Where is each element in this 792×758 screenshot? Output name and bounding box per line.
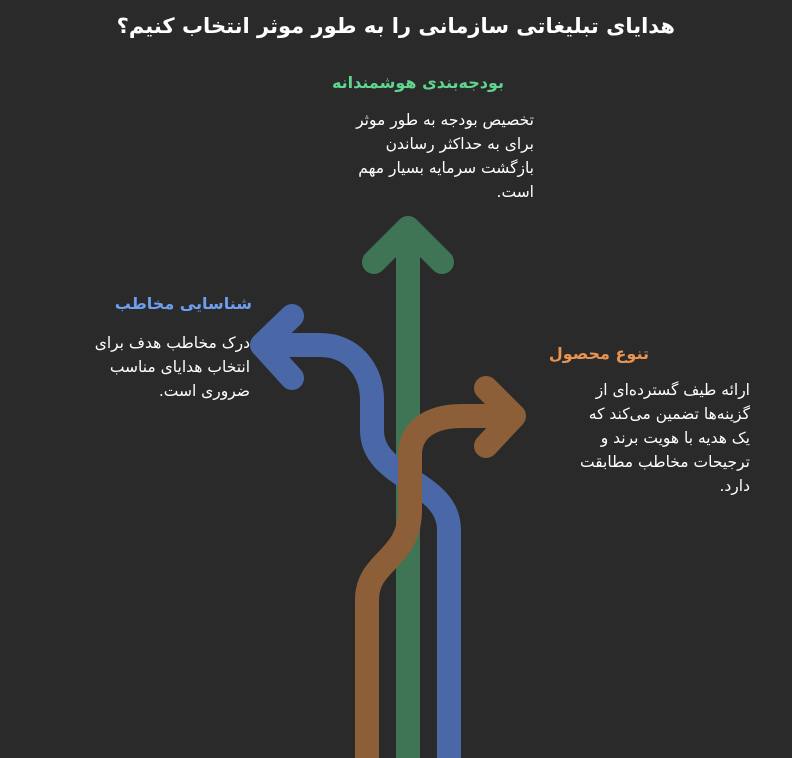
audience-description: [95, 331, 250, 403]
budget-description-line: بازگشت سرمایه بسیار مهم: [358, 159, 534, 177]
variety-description-line: دارد.: [719, 477, 750, 495]
budget-description-line: تخصیص بودجه به طور موثر: [356, 111, 534, 129]
audience-label: شناسایی مخاطب: [114, 294, 252, 313]
variety-label: تنوع محصول: [548, 344, 649, 363]
audience-description-line: انتخاب هدایای مناسب: [109, 358, 250, 376]
variety-description-line: ارائه طیف گسترده‌ای از: [595, 381, 750, 399]
variety-description-line: ترجیحات مخاطب مطابقت: [579, 453, 750, 471]
audience-description-line: درک مخاطب هدف برای: [94, 334, 250, 352]
budget-description: [356, 108, 534, 204]
budget-description-line: برای به حداکثر رساندن: [385, 135, 534, 153]
audience-description-line: ضروری است.: [158, 382, 250, 400]
variety-description-line: گزینه‌ها تضمین می‌کند که: [588, 405, 750, 423]
diagram-title: هدایای تبلیغاتی سازمانی را به طور موثر انتخاب کنیم؟: [116, 14, 675, 38]
budget-label: بودجه‌بندی هوشمندانه: [331, 73, 504, 92]
variety-description-line: یک هدیه با هویت برند و: [600, 429, 750, 447]
budget-description-line: است.: [496, 183, 534, 201]
variety-description: [580, 378, 750, 498]
